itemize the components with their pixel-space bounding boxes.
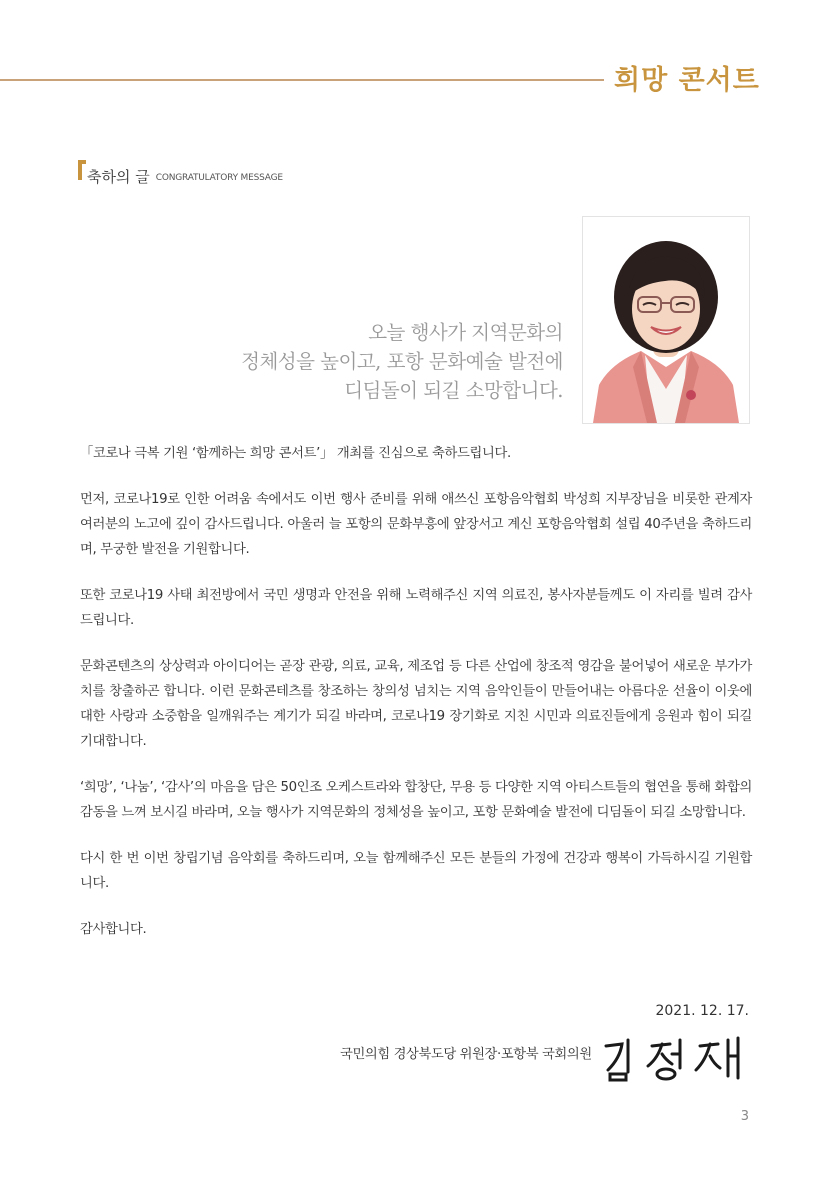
paragraph: 문화콘텐츠의 상상력과 아이디어는 곧장 관광, 의료, 교육, 제조업 등 다른 산업에 창조적 영감을 불어넣어 새로운 부가가치를 창출하곤 합니다. 이런 문화콘테츠를 창조하는 창의성 넘치는 지역 음악인들이 만들어내는 아름다운 선율이 이웃에 대한 사랑과 소중함을 일깨워주는 계기가 되길 바라며, 코로나19 장기화로 지친 시민과 의료진들에게 응원과 힘이 되길 기대합니다. (80, 659, 752, 749)
paragraph: 먼저, 코로나19로 인한 어려움 속에서도 이번 행사 준비를 위해 애쓰신 포항음악협회 박성희 지부장님을 비롯한 관계자 여러분의 노고에 깊이 감사드립니다. 아울러 늘 포항의 문화부흥에 앞장서고 계신 포항음악협회 설립 40주년을 축하드리며, 무궁한 발전을 기원합니다. (80, 492, 752, 557)
paragraph: 다시 한 번 이번 창립기념 음악회를 축하드리며, 오늘 함께해주신 모든 분들의 가정에 건강과 행복이 가득하시길 기원합니다. (80, 851, 752, 891)
header-rule (0, 79, 604, 81)
section-title-korean: 축하의 글 (87, 168, 150, 186)
paragraph: 감사합니다. (80, 922, 147, 937)
paragraph: 또한 코로나19 사태 최전방에서 국민 생명과 안전을 위해 노력해주신 지역 의료진, 봉사자분들께도 이 자리를 빌려 감사드립니다. (80, 588, 752, 628)
pull-quote (183, 318, 563, 405)
paragraph: 「코로나 극복 기원 ‘함께하는 희망 콘서트’」 개최를 진심으로 축하드립니다. (80, 446, 511, 461)
handwritten-signature (600, 1036, 750, 1082)
concert-logo: 희망 콘서트 (614, 65, 760, 96)
signer-title: 국민의힘 경상북도당 위원장·포항북 국회의원 (340, 1047, 592, 1062)
corner-bracket-icon (78, 160, 86, 180)
portrait-photo (582, 216, 750, 424)
page-number: 3 (740, 1109, 749, 1124)
quote-line: 오늘 행사가 지역문화의 (368, 321, 563, 344)
quote-line: 디딤돌이 되길 소망합니다. (344, 379, 563, 402)
message-body (80, 441, 752, 963)
paragraph: ‘희망’, ‘나눔’, ‘감사’의 마음을 담은 50인조 오케스트라와 합창단, 무용 등 다양한 지역 아티스트들의 협연을 통해 화합의 감동을 느껴 보시길 바라며, 오늘 행사가 지역문화의 정체성을 높이고, 포항 문화예술 발전에 디딤돌이 되길 소망합니다. (80, 780, 752, 820)
letter-date: 2021. 12. 17. (655, 1003, 749, 1019)
section-heading (78, 160, 283, 190)
quote-line: 정체성을 높이고, 포항 문화예술 발전에 (241, 350, 563, 373)
section-title-english: CONGRATULATORY MESSAGE (155, 173, 283, 183)
